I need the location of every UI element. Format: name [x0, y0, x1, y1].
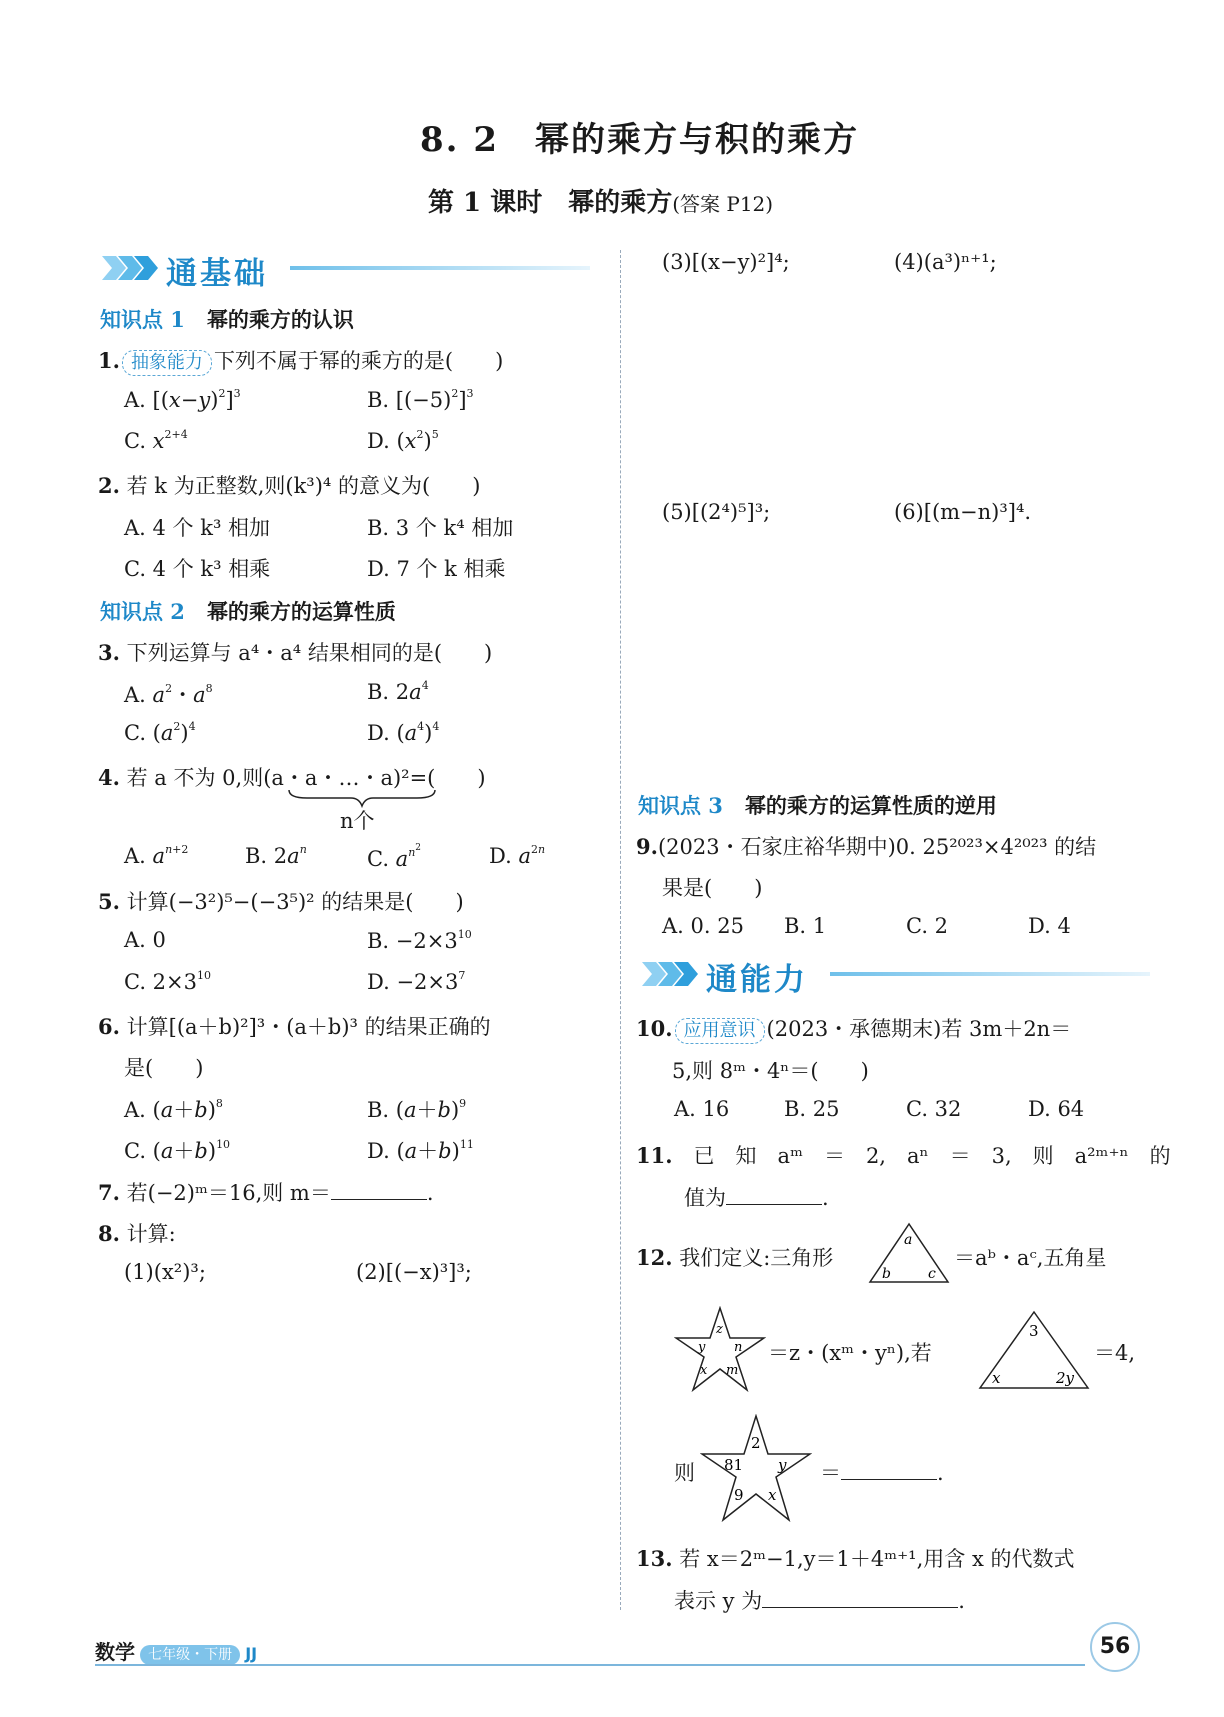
footer-line	[95, 1664, 1085, 1666]
tri2-label-top: 3	[1029, 1322, 1039, 1340]
q9-option-b[interactable]: B. 1	[784, 914, 827, 938]
tri-label-b: b	[882, 1266, 891, 1282]
answer-reference: (答案 P12)	[672, 192, 774, 216]
q2-option-b[interactable]: B. 3 个 k⁴ 相加	[367, 516, 514, 540]
footer-grade: 七年级・下册	[140, 1645, 240, 1665]
q10-option-c[interactable]: C. 32	[906, 1097, 962, 1121]
q12-definition-1: ＝aᵇ・aᶜ,五角星	[954, 1246, 1107, 1270]
q3-option-c[interactable]: C. $(a^2)^4$	[124, 720, 196, 745]
star2-label-bottom-left: 9	[734, 1486, 744, 1504]
q10-option-d[interactable]: D. 64	[1028, 1097, 1085, 1121]
star2-label-left: 81	[724, 1456, 744, 1474]
q-number: 6.	[98, 1014, 120, 1039]
q6-option-d[interactable]: D. $(a+b)^{11}$	[367, 1138, 474, 1163]
lesson-title	[428, 182, 773, 219]
q4-option-b[interactable]: B. $2a^n$	[245, 843, 307, 868]
question-9	[636, 831, 1096, 861]
star-given-figure	[700, 1414, 812, 1524]
q-number: 9.	[636, 834, 658, 859]
q12-then: 则	[674, 1461, 695, 1485]
q-stem: 下列运算与 a⁴・a⁴ 结果相同的是( )	[126, 641, 493, 665]
q2-option-c[interactable]: C. 4 个 k³ 相乘	[124, 557, 271, 581]
q-stem: (2023・石家庄裕华期中)0. 25²⁰²³×4²⁰²³ 的结	[657, 835, 1097, 859]
q12-result-eq: ＝	[820, 1461, 841, 1485]
star2-label-top: 2	[751, 1434, 761, 1452]
q4-option-a[interactable]: A. $a^{n+2}$	[124, 843, 189, 868]
q12-equals-4: ＝4,	[1094, 1341, 1136, 1365]
answer-blank[interactable]	[726, 1186, 822, 1205]
q-stem: 我们定义:三角形	[679, 1246, 834, 1270]
q-stem: 若 x＝2ᵐ−1,y＝1＋4ᵐ⁺¹,用含 x 的代数式	[679, 1547, 1075, 1571]
knowledge-point-2	[100, 596, 396, 626]
question-7: 7. 若(−2)ᵐ＝16,则 m＝ .	[98, 1180, 434, 1205]
q3-option-a[interactable]: A. $a^2$・$a^8$	[124, 682, 213, 707]
question-8	[98, 1218, 176, 1248]
q1-option-b[interactable]: B. $[(-5)^2]^3$	[367, 387, 474, 412]
q1-option-a[interactable]: A. $[(x-y)^2]^3$	[124, 387, 241, 412]
kp-title: 幂的乘方的认识	[206, 307, 354, 332]
q8-part-1: (1)(x²)³;	[124, 1260, 206, 1284]
tri-label-a: a	[904, 1232, 913, 1248]
answer-blank[interactable]	[841, 1461, 937, 1480]
question-10	[636, 1013, 1071, 1044]
star2-label-right: y	[778, 1456, 787, 1474]
q3-option-d[interactable]: D. $(a^4)^4$	[367, 720, 440, 745]
q-number: 4.	[98, 765, 120, 790]
q-stem-cont-text: 值为	[684, 1186, 726, 1210]
q9-option-d[interactable]: D. 4	[1028, 914, 1071, 938]
q8-part-2: (2)[(−x)³]³;	[356, 1260, 472, 1284]
question-12	[636, 1242, 833, 1272]
knowledge-point-3	[638, 790, 997, 820]
q9-option-c[interactable]: C. 2	[906, 914, 949, 938]
kp-title: 幂的乘方的运算性质的逆用	[744, 793, 997, 818]
q13-stem-cont: 表示 y 为 .	[674, 1589, 965, 1613]
tag-applied: 应用意识	[675, 1018, 765, 1044]
star-label-m: m	[726, 1363, 739, 1378]
answer-blank[interactable]	[762, 1589, 958, 1608]
q1-option-d[interactable]: D. $(x^2)^5$	[367, 428, 439, 453]
tri-label-c: c	[928, 1266, 936, 1282]
q-stem-post: )²=( )	[392, 766, 486, 790]
banner-basic-label: 通基础	[166, 256, 268, 292]
q8-part-4: (4)(a³)ⁿ⁺¹;	[894, 250, 997, 274]
star-label-y: y	[698, 1340, 706, 1355]
q-number: 10.	[636, 1016, 673, 1041]
star-label-z: z	[716, 1322, 723, 1337]
column-divider	[620, 250, 621, 1610]
q3-option-b[interactable]: B. $2a^4$	[367, 679, 429, 704]
q-number: 3.	[98, 640, 120, 665]
q-stem: 计算:	[126, 1222, 176, 1246]
kp-label: 知识点 2	[100, 599, 185, 624]
q-stem-pre: 若 a 不为 0,则(	[126, 766, 272, 790]
knowledge-point-1	[100, 304, 354, 334]
q10-stem-cont: 5,则 8ᵐ・4ⁿ＝( )	[672, 1059, 869, 1083]
triangle-given-figure	[978, 1310, 1090, 1390]
kp-label: 知识点 3	[638, 793, 723, 818]
q2-option-d[interactable]: D. 7 个 k 相乘	[367, 557, 506, 581]
banner-ability	[640, 954, 1160, 998]
footer	[95, 1636, 257, 1665]
lesson-title-text: 第 1 课时 幂的乘方	[428, 188, 673, 218]
question-1	[98, 345, 503, 376]
q-stem: 计算[(a＋b)²]³・(a＋b)³ 的结果正确的	[126, 1015, 491, 1039]
q6-option-c[interactable]: C. $(a+b)^{10}$	[124, 1138, 231, 1163]
q10-option-b[interactable]: B. 25	[784, 1097, 840, 1121]
q2-option-a[interactable]: A. 4 个 k³ 相加	[124, 516, 271, 540]
tag-abstract: 抽象能力	[122, 350, 212, 376]
q4-option-d[interactable]: D. $a^{2n}$	[489, 843, 546, 868]
q8-part-3: (3)[(x−y)²]⁴;	[662, 250, 790, 274]
q-number: 1.	[98, 348, 120, 373]
q-stem: (2023・承德期末)若 3m＋2n＝	[766, 1017, 1072, 1041]
question-6	[98, 1011, 491, 1041]
triangle-definition-figure	[868, 1222, 950, 1284]
q8-part-6: (6)[(m−n)³]⁴.	[894, 500, 1032, 524]
q12-result: ＝ .	[820, 1461, 944, 1485]
q-stem: 若 k 为正整数,则(k³)⁴ 的意义为( )	[126, 474, 481, 498]
q6-option-b[interactable]: B. $(a+b)^9$	[367, 1097, 467, 1122]
q11-stem-cont: 值为 .	[684, 1186, 829, 1210]
star-label-x: x	[700, 1363, 708, 1378]
chevrons-icon	[100, 248, 160, 288]
q12-definition-2: ＝z・(xᵐ・yⁿ),若	[768, 1341, 932, 1365]
q-number: 11.	[636, 1143, 673, 1168]
q8-part-5: (5)[(2⁴)⁵]³;	[662, 500, 771, 524]
banner-line	[830, 972, 1150, 976]
tri2-label-right: 2y	[1056, 1369, 1075, 1387]
q-stem: 计算(−3²)⁵−(−3⁵)² 的结果是( )	[126, 890, 464, 914]
q4-option-c[interactable]: C. $a^{n^2}$	[367, 843, 422, 871]
kp-title: 幂的乘方的运算性质	[206, 599, 396, 624]
q-number: 12.	[636, 1245, 673, 1270]
q-stem: 下列不属于幂的乘方的是( )	[213, 349, 504, 373]
banner-basic	[100, 248, 600, 292]
q-stem-brace: a・a・…・a	[271, 766, 393, 790]
chevrons-icon	[640, 954, 700, 994]
q10-option-a[interactable]: A. 16	[674, 1097, 730, 1121]
q5-option-d[interactable]: D. $-2\times 3^7$	[367, 969, 466, 994]
q6-stem-cont: 是( )	[124, 1056, 204, 1080]
q6-option-a[interactable]: A. $(a+b)^8$	[124, 1097, 223, 1122]
brace-label: n个	[340, 809, 375, 833]
question-11	[636, 1140, 1171, 1170]
q-stem: 已 知 aᵐ ＝ 2, aⁿ ＝ 3, 则 a²ᵐ⁺ⁿ 的	[693, 1144, 1171, 1168]
answer-blank[interactable]	[331, 1181, 427, 1200]
q-number: 13.	[636, 1546, 673, 1571]
banner-ability-label: 通能力	[706, 962, 808, 998]
question-2	[98, 470, 480, 500]
q1-option-c[interactable]: C. $x^{2+4}$	[124, 428, 188, 453]
question-13	[636, 1543, 1074, 1573]
q9-option-a[interactable]: A. 0. 25	[662, 914, 744, 938]
q-number: 7.	[98, 1180, 120, 1205]
q5-option-c[interactable]: C. $2\times 3^{10}$	[124, 969, 211, 994]
q5-option-a[interactable]: A. 0	[124, 928, 166, 952]
footer-subject: 数学	[95, 1640, 135, 1664]
star-label-n: n	[734, 1340, 743, 1355]
q-number: 8.	[98, 1221, 120, 1246]
footer-edition: JJ	[245, 1644, 258, 1663]
question-3	[98, 637, 492, 667]
page-number: 56	[1090, 1622, 1140, 1672]
q9-stem-cont: 果是( )	[662, 876, 763, 900]
q-number: 2.	[98, 473, 120, 498]
q-number: 5.	[98, 889, 120, 914]
section-title: 8. 2 幂的乘方与积的乘方	[420, 120, 859, 160]
q-stem-cont-text: 表示 y 为	[674, 1589, 763, 1613]
kp-label: 知识点 1	[100, 307, 185, 332]
question-5	[98, 886, 464, 916]
q5-option-b[interactable]: B. $-2\times 3^{10}$	[367, 928, 472, 953]
banner-line	[290, 266, 590, 270]
star2-label-bottom-right: x	[768, 1486, 777, 1504]
star-definition-figure	[674, 1306, 766, 1394]
tri2-label-left: x	[992, 1369, 1001, 1387]
q-stem: 若(−2)ᵐ＝16,则 m＝	[126, 1181, 331, 1205]
